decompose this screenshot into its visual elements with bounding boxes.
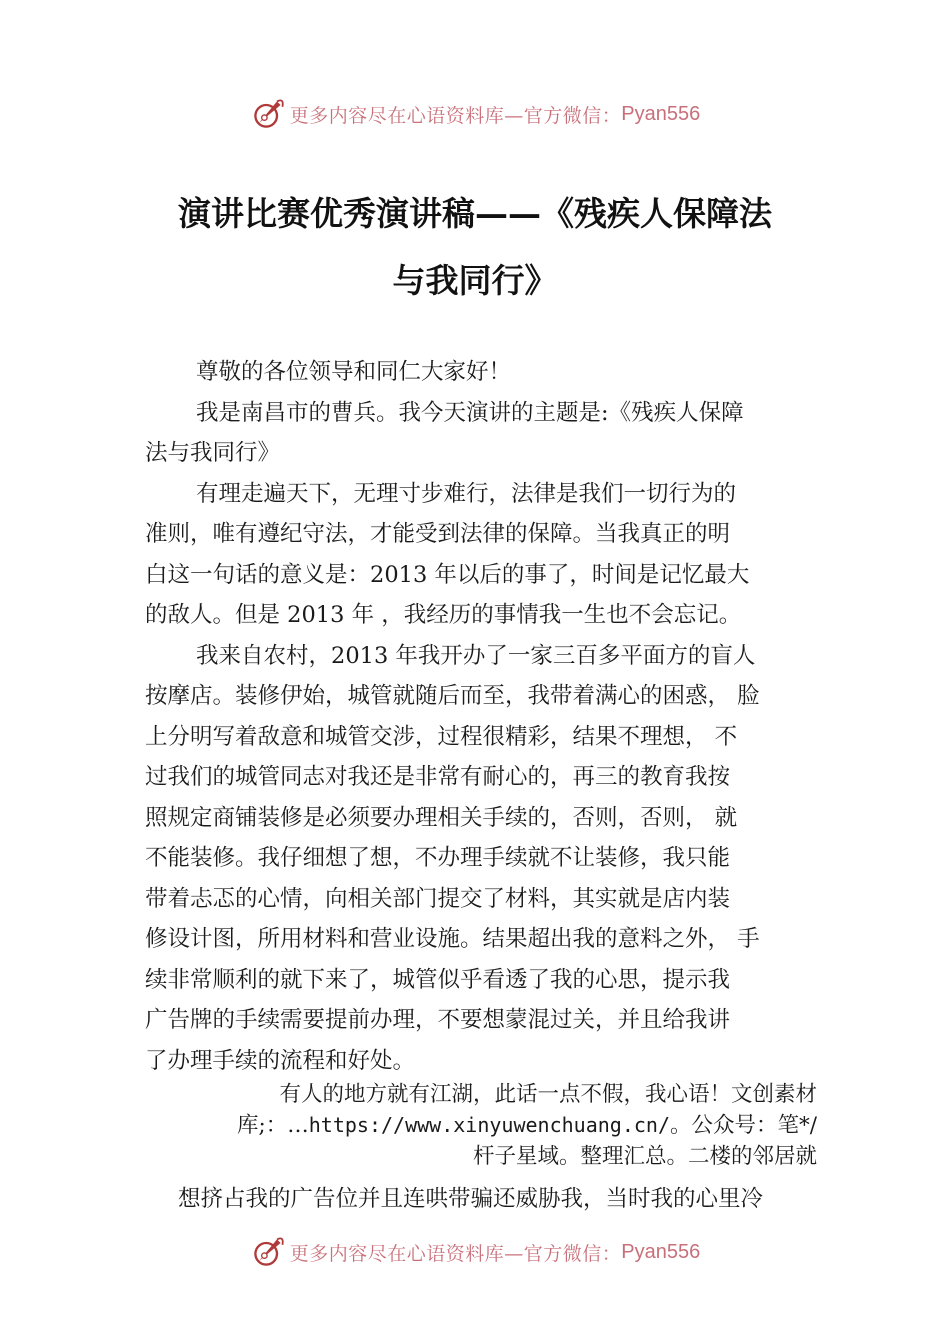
body-line: 续非常顺利的就下来了，城管似乎看透了我的心思，提示我 (145, 966, 731, 993)
quill-pen-logo-icon (250, 1234, 286, 1270)
promo-prefix: 库;：… (237, 1113, 309, 1138)
body-line: 有理走遍天下，无理寸步难行，法律是我们一切行为的 (196, 480, 737, 507)
body-line: 的敌人。但是 2013 年 ，我经历的事情我一生也不会忘记。 (145, 602, 742, 628)
footer-banner (0, 1232, 950, 1272)
promo-line-1: 有人的地方就有江湖，此话一点不假，我心语！文创素材 (279, 1082, 817, 1107)
banner-wechat-id: Pyan556 (621, 102, 701, 125)
body-continuation-line: 想挤占我的广告位并且连哄带骗还威胁我，当时我的心里冷 (178, 1186, 764, 1212)
promo-url-link[interactable]: https://www.xinyuwenchuang.cn/ (308, 1113, 670, 1137)
body-line: 我是南昌市的曹兵。我今天演讲的主题是:《残疾人保障 (196, 399, 744, 426)
promo-text-block (137, 1079, 817, 1172)
body-line: 准则，唯有遵纪守法，才能受到法律的保障。当我真正的明 (145, 521, 731, 547)
banner-text: 更多内容尽在心语资料库—官方微信： (289, 1242, 622, 1265)
banner-wechat-id: Pyan556 (621, 1240, 701, 1263)
promo-line-3: 杆子星域。整理汇总。二楼的邻居就 (472, 1144, 817, 1169)
body-line: 了办理手续的流程和好处。 (145, 1047, 416, 1074)
document-body (145, 352, 817, 1081)
document-title-line-1: 演讲比赛优秀演讲稿——《残疾人保障法 (178, 194, 772, 233)
body-line: 广告牌的手续需要提前办理，不要想蒙混过关，并且给我讲 (145, 1007, 731, 1033)
body-line: 尊敬的各位领导和同仁大家好！ (196, 359, 512, 385)
header-banner (0, 94, 950, 134)
body-line: 过我们的城管同志对我还是非常有耐心的，再三的教育我按 (145, 764, 731, 790)
body-line: 法与我同行》 (145, 440, 281, 466)
quill-pen-logo-icon (250, 96, 286, 132)
body-line: 上分明写着敌意和城管交涉，过程很精彩，结果不理想， 不 (145, 723, 738, 750)
document-title-line-2: 与我同行》 (392, 261, 558, 300)
body-line: 修设计图，所用材料和营业设施。结果超出我的意料之外， 手 (145, 926, 760, 952)
body-line: 照规定商铺装修是必须要办理相关手续的，否则，否则， 就 (145, 804, 738, 831)
body-line: 白这一句话的意义是：2013 年以后的事了，时间是记忆最大 (145, 561, 750, 588)
body-line: 带着忐忑的心情，向相关部门提交了材料，其实就是店内装 (145, 885, 731, 912)
body-line: 我来自农村，2013 年我开办了一家三百多平面方的盲人 (196, 642, 756, 669)
banner-text: 更多内容尽在心语资料库—官方微信： (289, 104, 622, 127)
body-line: 不能装修。我仔细想了想，不办理手续就不让装修，我只能 (145, 845, 731, 871)
body-line: 按摩店。装修伊始，城管就随后而至，我带着满心的困惑， 脸 (145, 683, 760, 709)
promo-line-2 (137, 1110, 817, 1141)
promo-suffix: 。公众号：笔*/ (670, 1113, 817, 1138)
